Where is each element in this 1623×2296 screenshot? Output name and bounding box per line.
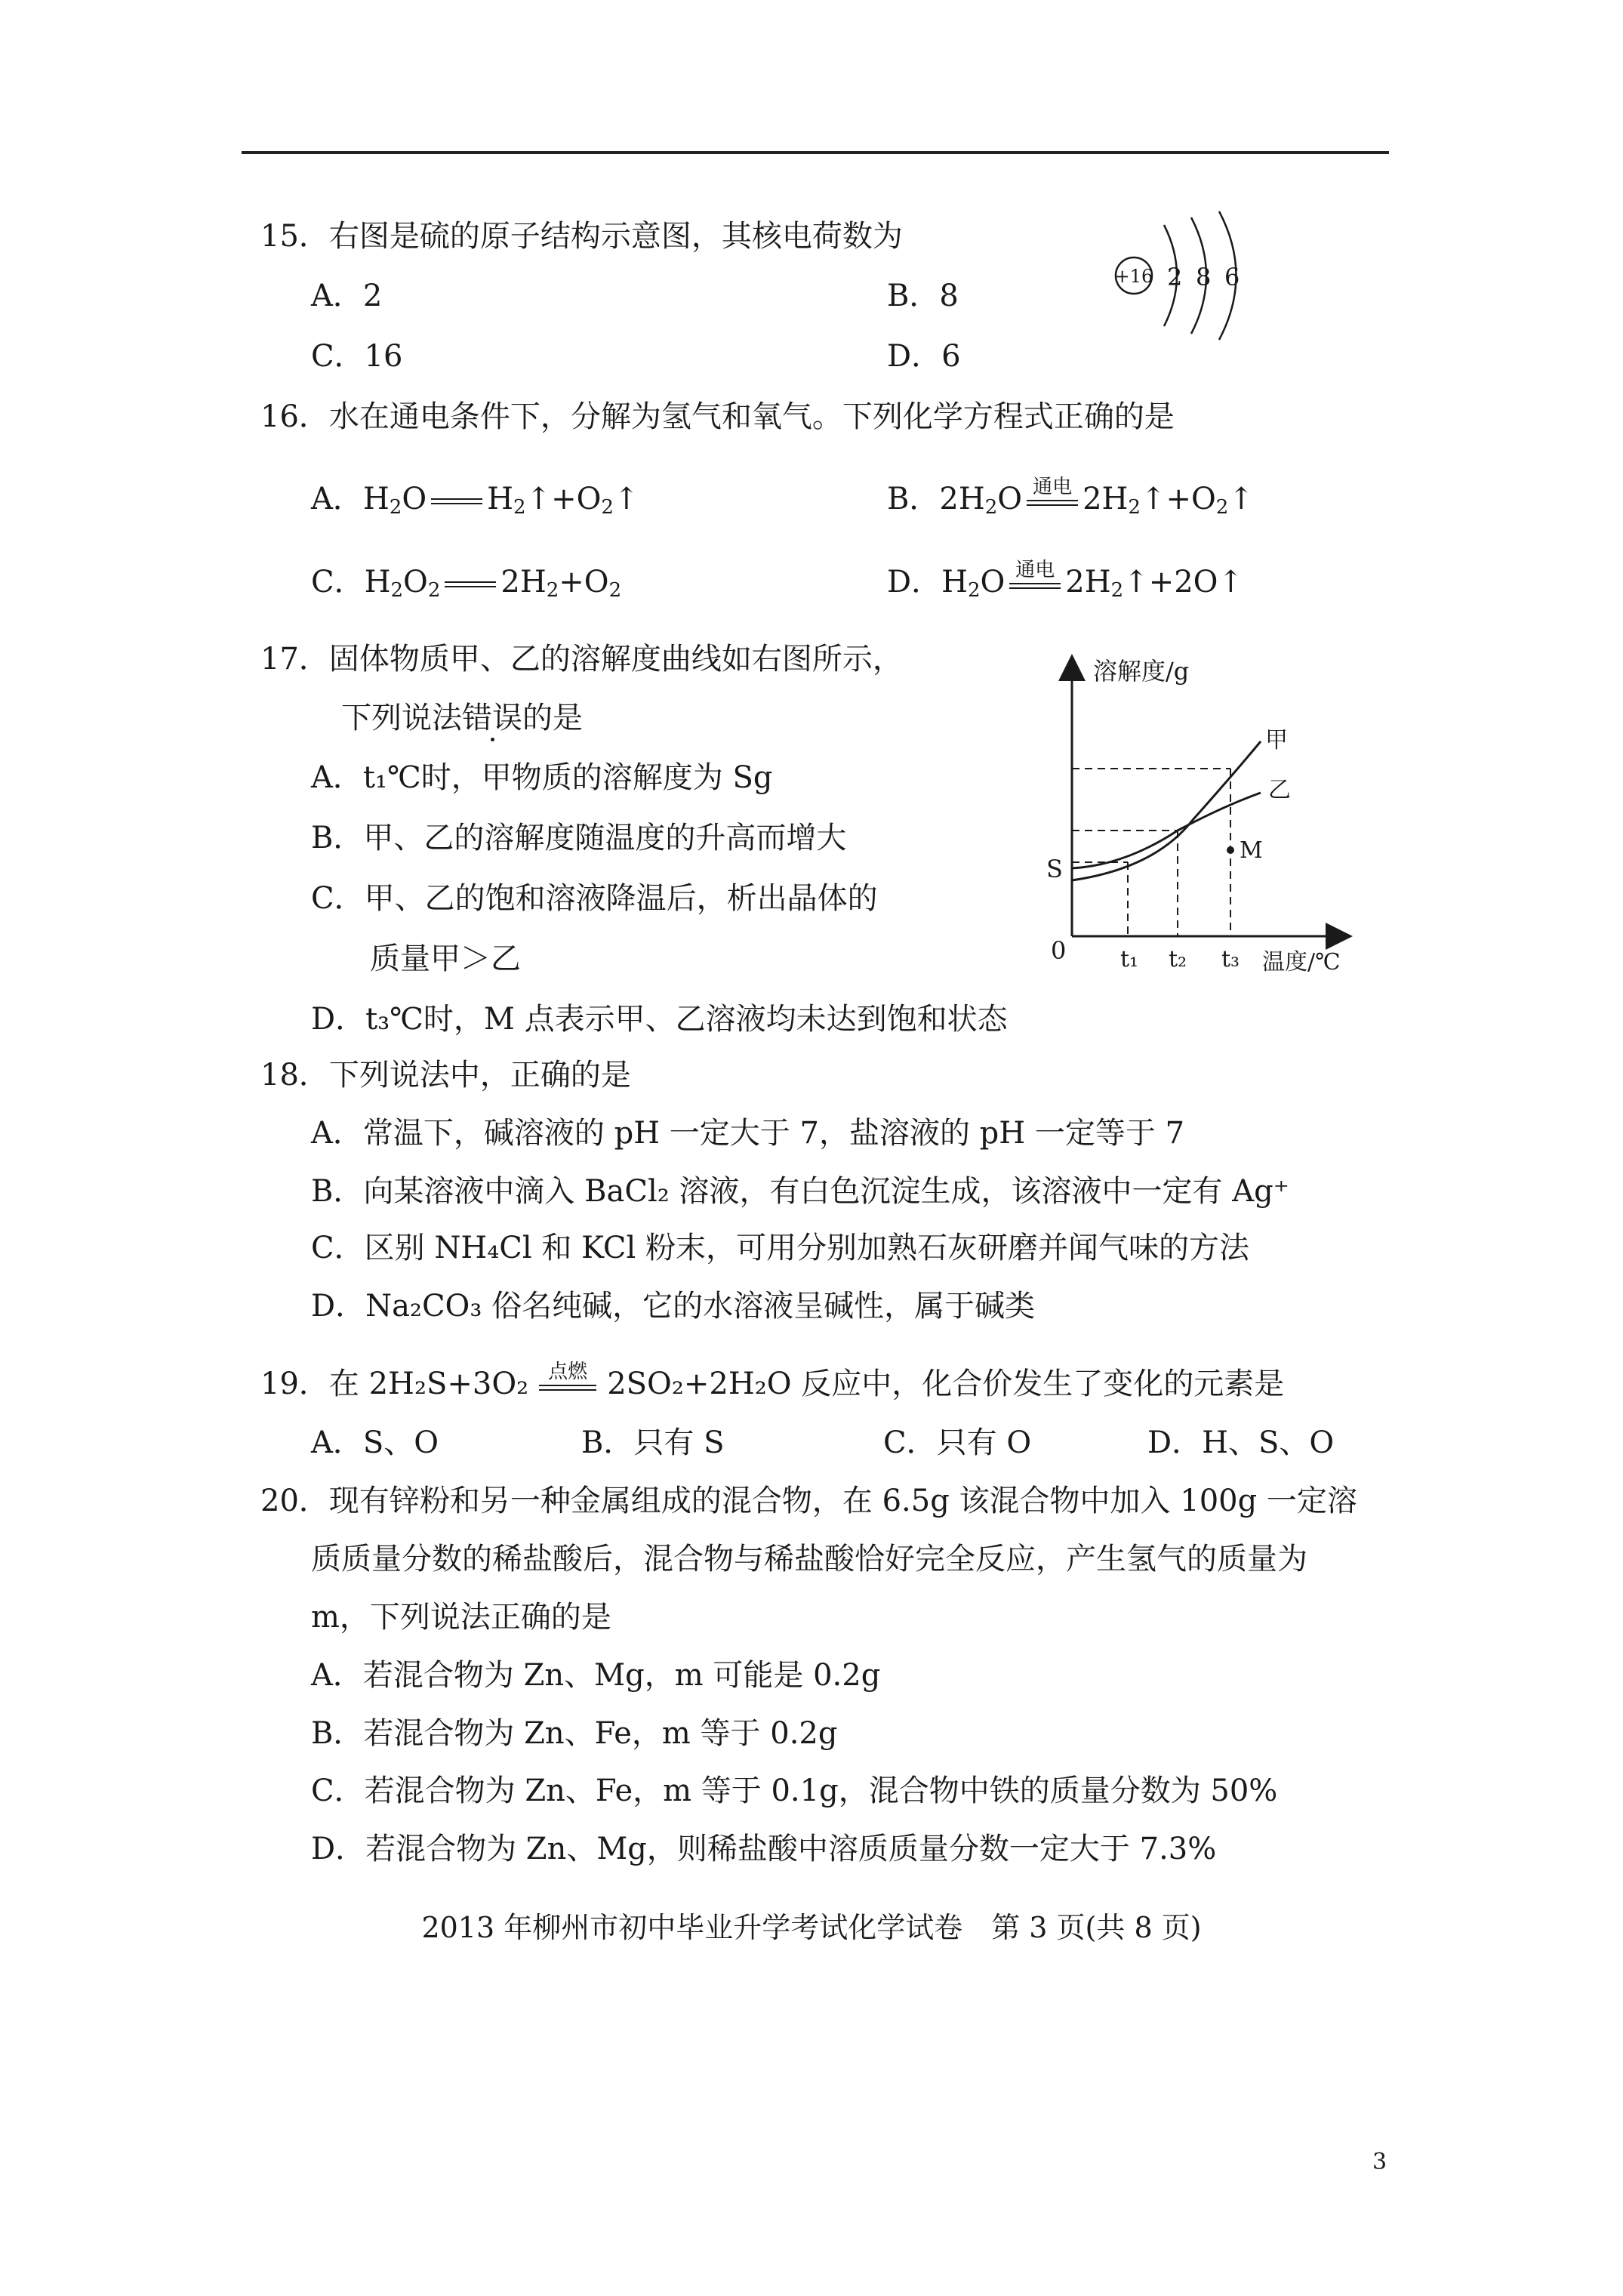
q17-emphasis-word: 错误 — [462, 701, 522, 735]
point-m-label: M — [1240, 837, 1263, 864]
q17-option-b: B．甲、乙的溶解度随温度的升高而增大 — [311, 821, 847, 855]
shell-electrons-1: 2 — [1167, 263, 1183, 291]
q19-option-d: D．H、S、O — [1147, 1425, 1335, 1460]
shell-electrons-2: 8 — [1196, 263, 1212, 291]
q15-option-b: B．8 — [887, 279, 959, 313]
q17-stem-line2 — [341, 699, 583, 737]
q15-option-a: A．2 — [311, 279, 383, 313]
q20-stem-line2: 质质量分数的稀盐酸后，混合物与稀盐酸恰好完全反应，产生氢气的质量为 — [311, 1542, 1307, 1576]
q19-stem — [260, 1361, 1285, 1403]
q16-option-b: B．$2H_2O$ 通电 $2H_2↑+O_2↑$ — [887, 476, 1254, 519]
q16-option-a: A．$H_2O$ $H_2↑+O_2↑$ — [311, 482, 639, 519]
curve-jia — [1072, 741, 1261, 880]
origin-label: 0 — [1051, 936, 1067, 965]
q17-option-c-cont: 质量甲＞乙 — [370, 942, 521, 976]
q20-option-c: C．若混合物为 Zn、Fe，m 等于 0.1g，混合物中铁的质量分数为 50% — [311, 1774, 1278, 1808]
q19-option-b: B．只有 S — [581, 1425, 725, 1460]
tick-label-t2: t₂ — [1169, 946, 1187, 972]
q16-option-c: C．$H_2O_2$ $2H_2+O_2$ — [311, 565, 622, 602]
q17-option-d: D．t₃℃时，M 点表示甲、乙溶液均未达到饱和状态 — [311, 1002, 1008, 1037]
s-label: S — [1046, 855, 1063, 883]
q18-stem: 18．下列说法中，正确的是 — [260, 1058, 631, 1093]
q19-stem-reactants: 19．在 2H₂S+3O₂ — [260, 1367, 529, 1401]
q18-option-d: D．Na₂CO₃ 俗名纯碱，它的水溶液呈碱性，属于碱类 — [311, 1289, 1036, 1324]
q18-option-c: C．区别 NH₄Cl 和 KCl 粉末，可用分别加熟石灰研磨并闻气味的方法 — [311, 1231, 1249, 1265]
q15-stem: 15．右图是硫的原子结构示意图，其核电荷数为 — [260, 219, 903, 254]
q17-option-c: C．甲、乙的饱和溶液降温后，析出晶体的 — [311, 881, 878, 916]
q20-option-a: A．若混合物为 Zn、Mg，m 可能是 0.2g — [311, 1658, 881, 1693]
q19-condition: 点燃 — [548, 1361, 588, 1383]
q16-option-d: D．$H_2O$ 通电 $2H_2↑+2O↑$ — [887, 559, 1243, 602]
shell-electrons-3: 6 — [1224, 263, 1240, 291]
q15-option-d: D．6 — [887, 339, 961, 374]
q20-option-b: B．若混合物为 Zn、Fe，m 等于 0.2g — [311, 1716, 838, 1751]
q18-option-b: B．向某溶液中滴入 BaCl₂ 溶液，有白色沉淀生成，该溶液中一定有 Ag⁺ — [311, 1174, 1289, 1209]
q17-stem: 17．固体物质甲、乙的溶解度曲线如右图所示， — [260, 642, 903, 676]
q18-option-a: A．常温下，碱溶液的 pH 一定大于 7，盐溶液的 pH 一定等于 7 — [311, 1116, 1185, 1151]
page-footer: 2013 年柳州市初中毕业升学考试化学试卷 第 3 页(共 8 页) — [421, 1911, 1202, 1944]
x-axis-label: 温度/℃ — [1262, 949, 1341, 975]
q20-stem-line1: 20．现有锌粉和另一种金属组成的混合物，在 6.5g 该混合物中加入 100g 一定溶 — [260, 1484, 1357, 1518]
q16-d-condition: 通电 — [1015, 559, 1055, 581]
q17-stem-part1: 下列说法 — [341, 701, 462, 735]
series-label-yi: 乙 — [1268, 777, 1291, 803]
q20-option-d: D．若混合物为 Zn、Mg，则稀盐酸中溶质质量分数一定大于 7.3% — [311, 1832, 1217, 1866]
nucleus-charge: +16 — [1114, 266, 1153, 287]
tick-label-t1: t₁ — [1120, 946, 1139, 972]
series-label-jia: 甲 — [1265, 727, 1288, 754]
point-m — [1227, 846, 1234, 854]
page-number: 3 — [1372, 2149, 1387, 2175]
q16-stem: 16．水在通电条件下，分解为氢气和氧气。下列化学方程式正确的是 — [260, 399, 1175, 434]
q19-option-c: C．只有 O — [883, 1425, 1032, 1460]
q17-stem-part3: 的是 — [522, 701, 583, 735]
q17-option-a: A．t₁℃时，甲物质的溶解度为 Sg — [311, 760, 773, 795]
q15-option-c: C．16 — [311, 339, 403, 374]
q19-option-a: A．S、O — [311, 1425, 439, 1460]
tick-label-t3: t₃ — [1221, 946, 1240, 972]
solubility-graph — [1042, 649, 1374, 982]
header-rule — [242, 151, 1389, 154]
sulfur-atom-diagram — [1102, 211, 1276, 347]
y-axis-label: 溶解度/g — [1093, 657, 1190, 686]
q16-b-condition: 通电 — [1033, 476, 1073, 498]
q20-stem-line3: m，下列说法正确的是 — [311, 1600, 611, 1635]
q19-stem-products: 2SO₂+2H₂O 反应中，化合价发生了变化的元素是 — [607, 1367, 1285, 1401]
